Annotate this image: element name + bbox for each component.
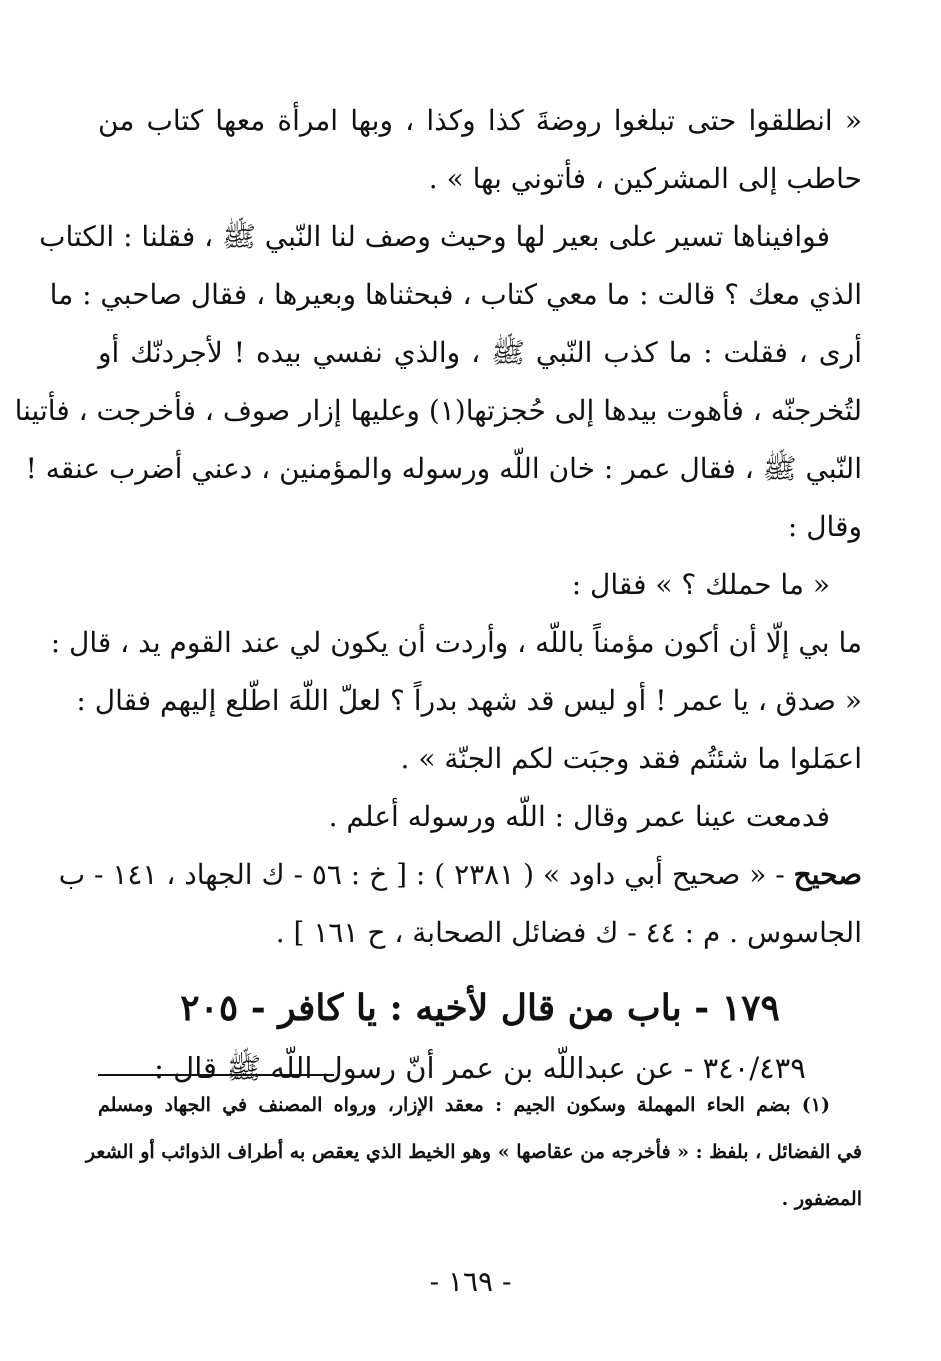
footnote-line: في الفضائل ، بلفظ : « فأخرجه من عقاصها » وهو الخيط الذي يعقص به أطراف الذوائب أو الشعر xyxy=(85,1141,862,1163)
page-number: - ١٦٩ - xyxy=(429,1265,512,1298)
text-line: لتُخرجنّه ، فأهوت بيدها إلى حُجزتها(١) وعليها إزار صوف ، فأخرجت ، فأتينا xyxy=(14,394,862,427)
footnote-line: المضفور . xyxy=(781,1188,862,1210)
quote-line: « صدق ، يا عمر ! أو ليس قد شهد بدراً ؟ لعلّ اللّهَ اطّلع إليهم فقال : xyxy=(76,684,862,717)
source-line: الجاسوس . م : ٤٤ - ك فضائل الصحابة ، ح ١٦١ ] . xyxy=(275,916,862,949)
source-grade: صحيح xyxy=(793,858,862,891)
hadith-heading: ٣٤٠/٤٣٩ - عن عبداللّه بن عمر أنّ رسول اللّه ﷺ قال : xyxy=(154,1051,806,1085)
chapter-title: ١٧٩ - باب من قال لأخيه : يا كافر - ٢٠٥ xyxy=(180,987,780,1029)
text-line: فدمعت عينا عمر وقال : اللّه ورسوله أعلم . xyxy=(328,800,830,833)
text-line: ما بي إلّا أن أكون مؤمناً باللّه ، وأردت أن يكون لي عند القوم يد ، قال : xyxy=(50,626,862,659)
quote-line: « ما حملك ؟ » فقال : xyxy=(571,568,830,601)
source-reference: - « صحيح أبي داود » ( ٢٣٨١ ) : [ خ : ٥٦ - ك الجهاد ، ١٤١ - ب xyxy=(58,858,794,891)
quote-line: اعمَلوا ما شئتُم فقد وجبَت لكم الجنّة » . xyxy=(400,742,862,775)
text-line: أرى ، فقلت : ما كذب النّبي ﷺ ، والذي نفسي بيده ! لأجردنّك أو xyxy=(98,336,862,369)
footnotes xyxy=(85,1082,862,1223)
text-line: فوافيناها تسير على بعير لها وحيث وصف لنا النّبي ﷺ ، فقلنا : الكتاب xyxy=(39,220,830,253)
footnote-line: (١) بضم الحاء المهملة وسكون الجيم : معقد الإزار، ورواه المصنف في الجهاد ومسلم xyxy=(98,1094,830,1116)
source-line xyxy=(58,846,862,904)
text-line: النّبي ﷺ ، فقال عمر : خان اللّه ورسوله والمؤمنين ، دعني أضرب عنقه ! xyxy=(25,452,862,485)
text-line: وقال : xyxy=(787,510,862,543)
text-line: « انطلقوا حتى تبلغوا روضةَ كذا وكذا ، وبها امرأة معها كتاب من xyxy=(98,104,862,137)
text-line: الذي معك ؟ قالت : ما معي كتاب ، فبحثناها وبعيرها ، فقال صاحبي : ما xyxy=(49,278,862,311)
page-body xyxy=(14,92,862,1096)
footnote-divider xyxy=(98,1074,334,1076)
text-line: حاطب إلى المشركين ، فأتوني بها » . xyxy=(428,162,862,195)
